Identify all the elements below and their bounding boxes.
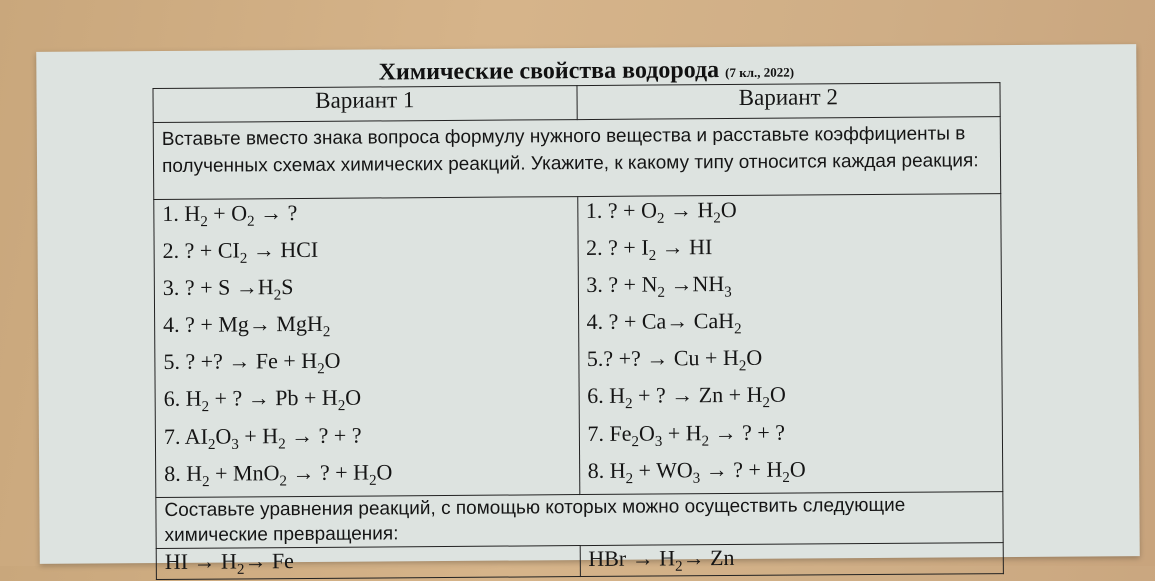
reaction-v2-5: 5.? +? → $Cu + H_2O$	[586, 345, 763, 375]
worksheet-paper	[36, 44, 1140, 578]
task-1-instruction: Вставьте вместо знака вопроса формулу нужного вещества и расставьте коэффициенты в полученных схемах химических реакций. Укажите, к какому типу относится каждая реакция:	[153, 117, 1001, 200]
variant-2-header: Вариант 2	[576, 83, 1000, 120]
reactions-row	[154, 194, 1003, 498]
reactions-variant-2	[577, 194, 1003, 495]
title-text: Химические свойства водорода	[378, 57, 720, 86]
task-2-row	[156, 491, 1003, 548]
chain-variant-2: HBr → $H_2\to Zn$	[580, 542, 1004, 576]
reaction-v2-2: 2. ? + $I_2$ → HI	[586, 234, 713, 265]
reaction-v1-7: 7. $AI_2O_3 + H_2$ → ? + ?	[163, 422, 362, 453]
reaction-v2-1: 1. ? + $O_2 \to H_2O$	[585, 196, 737, 227]
reaction-v1-2: 2. ? + $CI_2$ → HCI	[162, 236, 319, 267]
reaction-v2-6: 6. $H_2$ + ? → $Zn + H_2O$	[587, 382, 786, 413]
task-2-instruction: Составьте уравнения реакций, с помощью которых можно осуществить следующие химические превращения:	[156, 491, 1003, 548]
reaction-v2-7: 7. $Fe_2O_3 + H_2$ → ? + ?	[587, 419, 786, 450]
worksheet-table	[152, 82, 1003, 580]
reaction-v1-1: 1. $H_2 + O_2$ → ?	[162, 200, 298, 231]
task-1-row	[153, 117, 1001, 200]
reaction-v2-3: 3. ? + $N_2 \to NH_3$	[586, 271, 732, 302]
chains-row	[156, 542, 1003, 579]
reaction-v1-5: 5. ? +? → $Fe + H_2O$	[163, 348, 341, 378]
reaction-v2-4: 4. ? + Ca→ CaH$_2$	[586, 308, 742, 338]
title-note: (7 кл., 2022)	[725, 64, 795, 81]
reaction-v1-6: 6. $H_2$ + ? → $Pb + H_2O$	[163, 385, 362, 416]
reaction-v1-3: 3. ? + $S \to H_2S$	[162, 274, 294, 304]
reactions-variant-1	[154, 197, 580, 498]
chain-variant-1: HI → $H_2\to Fe$	[156, 545, 580, 579]
reaction-v1-8: 8. $H_2 + MnO_2$ → ? + $H_2O$	[164, 459, 393, 490]
reaction-v1-4: 4. ? + Mg→ MgH$_2$	[163, 311, 331, 341]
reaction-v2-8: 8. $H_2 + WO_3$ → ? + $H_2O$	[587, 456, 806, 487]
variant-1-header: Вариант 1	[153, 86, 577, 123]
